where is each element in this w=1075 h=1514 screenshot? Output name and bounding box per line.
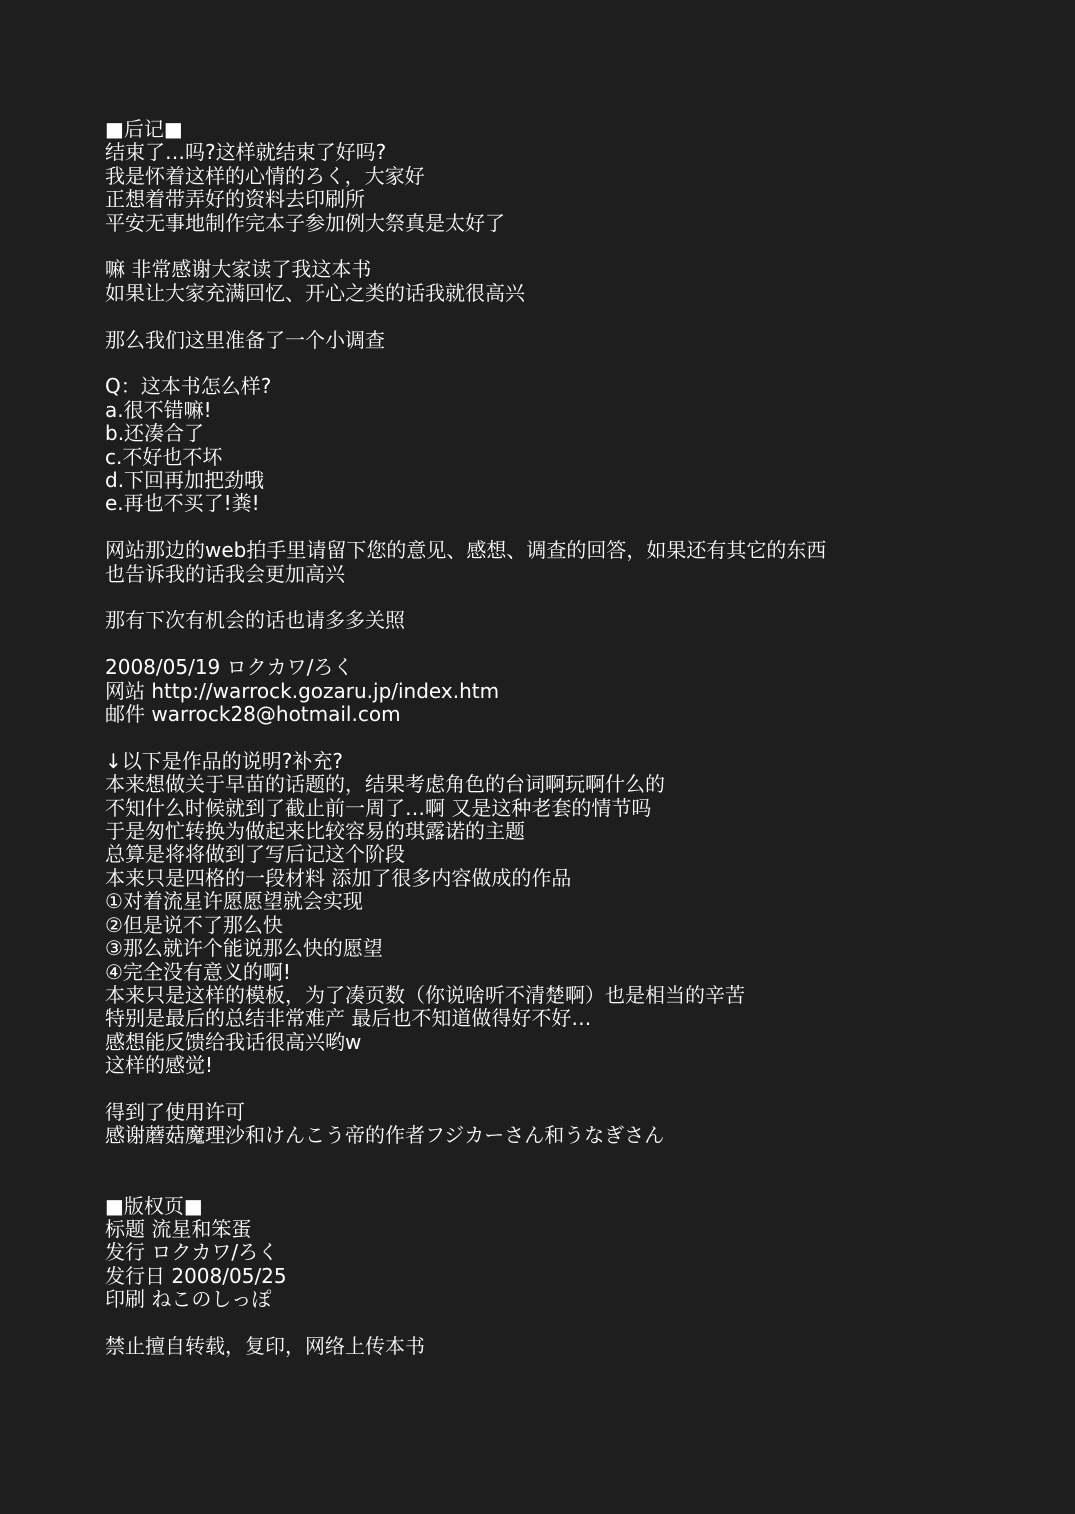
- signature-email: 邮件 warrock28@hotmail.com: [105, 702, 401, 727]
- notes-line: ②但是说不了那么快: [105, 912, 283, 937]
- afterword-heading: ■后记■: [105, 117, 183, 141]
- notes-line: 特别是最后的总结非常难产 最后也不知道做得好不好…: [105, 1006, 592, 1031]
- colophon-publisher: 发行 ロクカワ/ろく: [105, 1240, 279, 1265]
- document-page: [105, 118, 1005, 1358]
- paragraph-gap: [105, 235, 1005, 258]
- colophon-notice: 禁止擅自转载，复印，网络上传本书: [105, 1333, 425, 1358]
- colophon-publish-date: 发行日 2008/05/25: [105, 1263, 287, 1288]
- intro-line: 正想着带弄好的资料去印刷所: [105, 187, 365, 212]
- notes-line: ↓以下是作品的说明?补充?: [105, 748, 343, 773]
- feedback-line: 也告诉我的话我会更加高兴: [105, 561, 345, 586]
- notes-line: 总算是将将做到了写后记这个阶段: [105, 842, 405, 867]
- survey-option: d.下回再加把劲哦: [105, 468, 265, 493]
- notes-line: 本来只是这样的模板，为了凑页数（你说啥听不清楚啊）也是相当的辛苦: [105, 982, 745, 1007]
- paragraph-gap: [105, 633, 1005, 656]
- colophon-heading: ■版权页■: [105, 1193, 203, 1218]
- thanks-line: 如果让大家充满回忆、开心之类的话我就很高兴: [105, 280, 525, 305]
- survey-option: c.不好也不坏: [105, 444, 223, 469]
- notes-line: 感想能反馈给我话很高兴哟w: [105, 1029, 362, 1054]
- paragraph-gap: [105, 726, 1005, 749]
- notes-line: 本来想做关于早苗的话题的，结果考虑角色的台词啊玩啊什么的: [105, 772, 665, 797]
- intro-line: 平安无事地制作完本子参加例大祭真是太好了: [105, 210, 505, 235]
- feedback-line: 网站那边的web拍手里请留下您的意见、感想、调查的回答，如果还有其它的东西: [105, 538, 827, 563]
- survey-option: b.还凑合了: [105, 421, 205, 446]
- notes-line: ①对着流星许愿愿望就会实现: [105, 889, 363, 914]
- notes-line: 本来只是四格的一段材料 添加了很多内容做成的作品: [105, 865, 572, 890]
- paragraph-gap: [105, 352, 1005, 375]
- intro-line: 结束了…吗?这样就结束了好吗?: [105, 140, 387, 165]
- survey-question: Q：这本书怎么样?: [105, 374, 272, 399]
- signature-website: 网站 http://warrock.gozaru.jp/index.htm: [105, 678, 500, 703]
- signature-date-author: 2008/05/19 ロクカワ/ろく: [105, 655, 354, 680]
- thanks-line: 嘛 非常感谢大家读了我这本书: [105, 257, 372, 282]
- section-gap: [105, 1148, 1005, 1195]
- survey-option: e.再也不买了!粪!: [105, 491, 260, 516]
- notes-line: 这样的感觉!: [105, 1053, 214, 1078]
- intro-line: 我是怀着这样的心情的ろく，大家好: [105, 163, 425, 188]
- colophon-title: 标题 流星和笨蛋: [105, 1216, 252, 1241]
- survey-intro: 那么我们这里准备了一个小调查: [105, 327, 385, 352]
- paragraph-gap: [105, 305, 1005, 328]
- notes-line: 于是匆忙转换为做起来比较容易的琪露诺的主题: [105, 819, 525, 844]
- farewell-line: 那有下次有机会的话也请多多关照: [105, 608, 405, 633]
- paragraph-gap: [105, 516, 1005, 539]
- notes-line: ③那么就许个能说那么快的愿望: [105, 936, 383, 961]
- permission-line: 感谢蘑菇魔理沙和けんこう帝的作者フジカーさん和うなぎさん: [105, 1123, 665, 1148]
- paragraph-gap: [105, 586, 1005, 609]
- colophon-printer: 印刷 ねこのしっぽ: [105, 1287, 272, 1312]
- notes-line: ④完全没有意义的啊!: [105, 959, 291, 984]
- survey-option: a.很不错嘛!: [105, 397, 212, 422]
- paragraph-gap: [105, 1312, 1005, 1335]
- permission-line: 得到了使用许可: [105, 1099, 245, 1124]
- notes-line: 不知什么时候就到了截止前一周了…啊 又是这种老套的情节吗: [105, 795, 652, 820]
- paragraph-gap: [105, 1078, 1005, 1101]
